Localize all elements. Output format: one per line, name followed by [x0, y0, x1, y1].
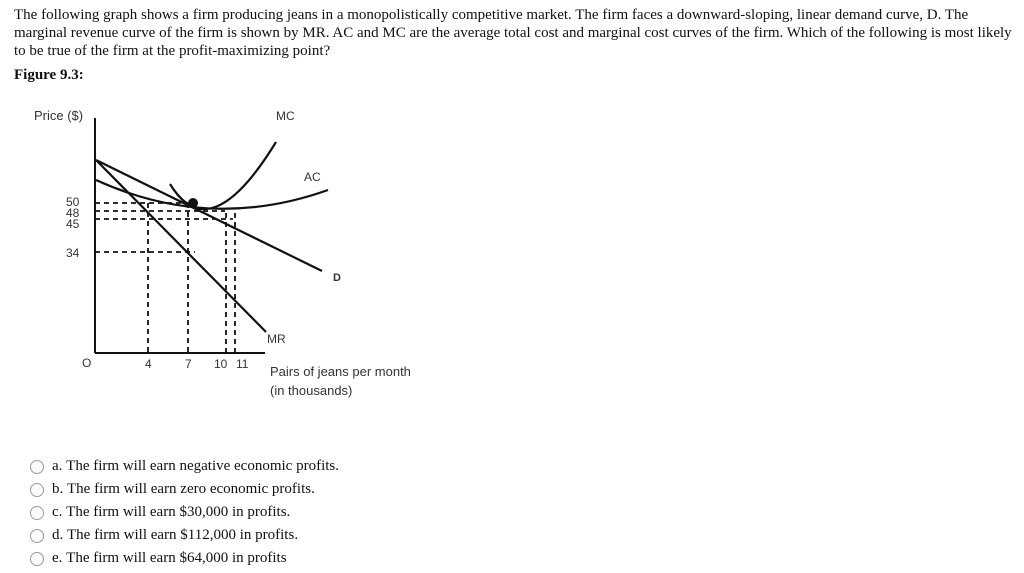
- mc-label: MC: [276, 109, 295, 123]
- d-label: D: [333, 272, 341, 284]
- option-d-letter: d.: [52, 527, 64, 543]
- radio-c[interactable]: [30, 506, 44, 520]
- option-e-letter: e.: [52, 550, 63, 566]
- y-tick-34: 34: [66, 246, 80, 260]
- radio-d[interactable]: [30, 529, 44, 543]
- answer-options: [30, 455, 339, 570]
- option-c-letter: c.: [52, 504, 63, 520]
- option-e-text: The firm will earn $64,000 in profits: [66, 550, 287, 566]
- demand-curve: [96, 160, 322, 271]
- x-axis-label-line2: (in thousands): [270, 383, 353, 398]
- radio-b[interactable]: [30, 483, 44, 497]
- option-b-text: The firm will earn zero economic profits.: [67, 481, 315, 497]
- radio-e[interactable]: [30, 552, 44, 566]
- option-d-text: The firm will earn $112,000 in profits.: [67, 527, 299, 543]
- ac-label: AC: [304, 170, 321, 184]
- x-axis-label-line1: Pairs of jeans per month: [270, 364, 411, 379]
- ac-curve: [96, 180, 328, 209]
- option-d[interactable]: [30, 524, 339, 547]
- x-tick-11: 11: [236, 357, 249, 371]
- y-tick-45: 45: [66, 217, 80, 231]
- x-tick-10: 10: [214, 357, 228, 371]
- x-tick-4: 4: [145, 357, 152, 371]
- option-b-letter: b.: [52, 481, 64, 497]
- mr-label: MR: [267, 332, 286, 346]
- x-tick-7: 7: [185, 357, 192, 371]
- option-e[interactable]: [30, 547, 339, 570]
- mr-curve: [96, 160, 266, 332]
- question-text: The following graph shows a firm producing jeans in a monopolistically competitive market. The firm faces a downward-sloping, linear demand curve, D. The marginal revenue curve of the firm is shown by MR. AC and MC are the average total cost and marginal cost curves of the firm. Which of the following is most likely to be true of the firm at the profit-maximizing point?: [14, 7, 1012, 59]
- y-tick-48: 48: [66, 206, 80, 220]
- y-axis-label: Price ($): [34, 108, 84, 123]
- option-a-text: The firm will earn negative economic profits.: [66, 458, 339, 474]
- y-tick-50: 50: [66, 195, 80, 209]
- option-a-letter: a.: [52, 458, 63, 474]
- option-c-text: The firm will earn $30,000 in profits.: [66, 504, 291, 520]
- option-c[interactable]: [30, 501, 339, 524]
- radio-a[interactable]: [30, 460, 44, 474]
- profit-max-point: [188, 198, 198, 208]
- mc-curve: [170, 142, 276, 209]
- origin-label: O: [82, 356, 92, 370]
- option-a[interactable]: [30, 455, 339, 478]
- figure-label: Figure 9.3:: [14, 67, 84, 83]
- option-b[interactable]: [30, 478, 339, 501]
